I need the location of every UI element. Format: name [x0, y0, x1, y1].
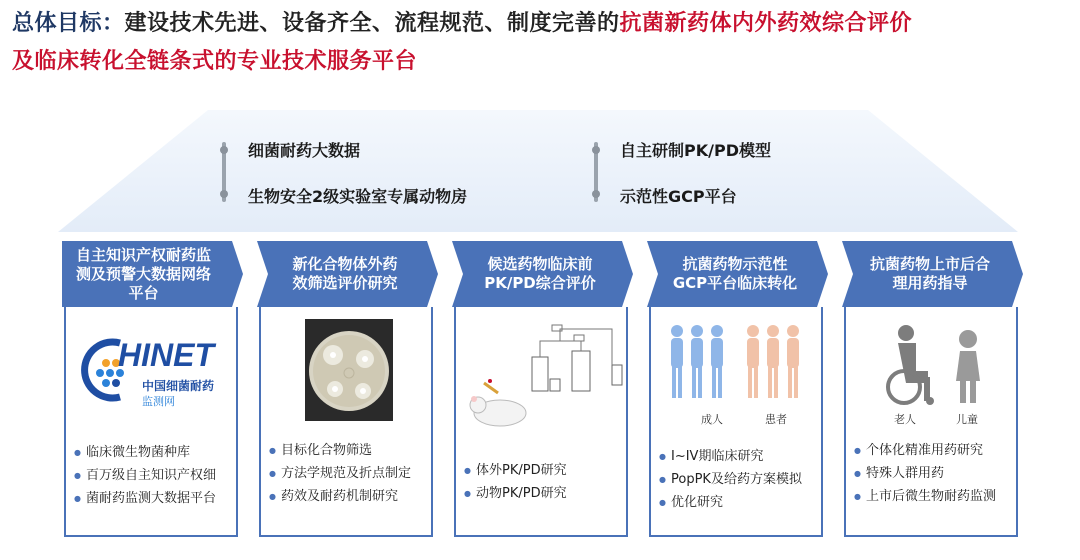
- feature-item: 细菌耐药大数据: [248, 141, 361, 160]
- title-prefix: 总体目标：: [12, 11, 125, 36]
- column-body: [649, 307, 823, 537]
- figure-label-adult: 成人: [701, 413, 723, 426]
- pkpd-apparatus-image: [464, 321, 626, 431]
- page-title-line-1: [12, 6, 912, 37]
- column-list: [659, 445, 817, 514]
- hinet-logo: [80, 335, 230, 417]
- list-item: ● 菌耐药监测大数据平台: [74, 487, 232, 510]
- page-title-line-2: 及临床转化全链条式的专业技术服务平台: [12, 49, 418, 74]
- column-body: [844, 307, 1018, 537]
- logo-subtitle-2: 监测网: [142, 395, 175, 408]
- column-title: 抗菌药物示范性 GCP平台临床转化: [672, 255, 798, 292]
- list-item: ● 上市后微生物耐药监测: [854, 485, 1012, 508]
- list-item: ● I~IV期临床研究: [659, 445, 817, 468]
- feature-item: 自主研制PK/PD模型: [620, 141, 771, 160]
- figure-label-child: 儿童: [956, 413, 978, 426]
- list-item: ● 目标化合物筛选: [269, 439, 427, 462]
- column-title: 抗菌药物上市后合 理用药指导: [869, 255, 990, 292]
- column-list: [854, 439, 1012, 508]
- column-in-vitro: [257, 241, 438, 539]
- list-item: ● 个体化精准用药研究: [854, 439, 1012, 462]
- column-body: [454, 307, 628, 537]
- feature-item: 示范性GCP平台: [620, 187, 737, 206]
- column-list: [74, 441, 232, 510]
- title-highlight: 抗菌新药体内外药效综合评价: [619, 11, 913, 36]
- title-mid: 建设技术先进、设备齐全、流程规范、制度完善的: [124, 11, 620, 36]
- list-item: ● 优化研究: [659, 491, 817, 514]
- feature-divider-right: [594, 142, 598, 202]
- list-item: ● 特殊人群用药: [854, 462, 1012, 485]
- list-item: ● 百万级自主知识产权细: [74, 464, 232, 487]
- column-title: 候选药物临床前 PK/PD综合评价: [484, 255, 596, 292]
- elderly-child-figures-image: [876, 321, 996, 407]
- list-item: ● 动物PK/PD研究: [464, 482, 622, 505]
- column-title: 新化合物体外药 效筛选评价研究: [292, 255, 398, 292]
- column-gcp: [647, 241, 828, 539]
- figure-label-elderly: 老人: [894, 413, 916, 426]
- list-item: ● 方法学规范及折点制定: [269, 462, 427, 485]
- logo-subtitle: 中国细菌耐药: [142, 379, 215, 393]
- feature-roof: [58, 110, 1018, 232]
- patient-figures-image: [665, 321, 811, 401]
- petri-dish-image: [305, 319, 393, 421]
- feature-divider-left: [222, 142, 226, 202]
- column-list: [269, 439, 427, 508]
- column-body: [259, 307, 433, 537]
- column-title: 自主知识产权耐药监 测及预警大数据网络 平台: [76, 245, 212, 302]
- column-body: [64, 307, 238, 537]
- list-item: ● 体外PK/PD研究: [464, 459, 622, 482]
- logo-wordmark: HINET: [118, 337, 214, 373]
- figure-label-patient: 患者: [765, 413, 787, 426]
- column-list: [464, 459, 622, 505]
- column-pkpd: [452, 241, 633, 539]
- list-item: ● 药效及耐药机制研究: [269, 485, 427, 508]
- column-surveillance: [62, 241, 243, 539]
- list-item: ● 临床微生物菌种库: [74, 441, 232, 464]
- column-post-market: [842, 241, 1023, 539]
- list-item: ● PopPK及给药方案模拟: [659, 468, 817, 491]
- feature-item: 生物安全2级实验室专属动物房: [248, 187, 468, 206]
